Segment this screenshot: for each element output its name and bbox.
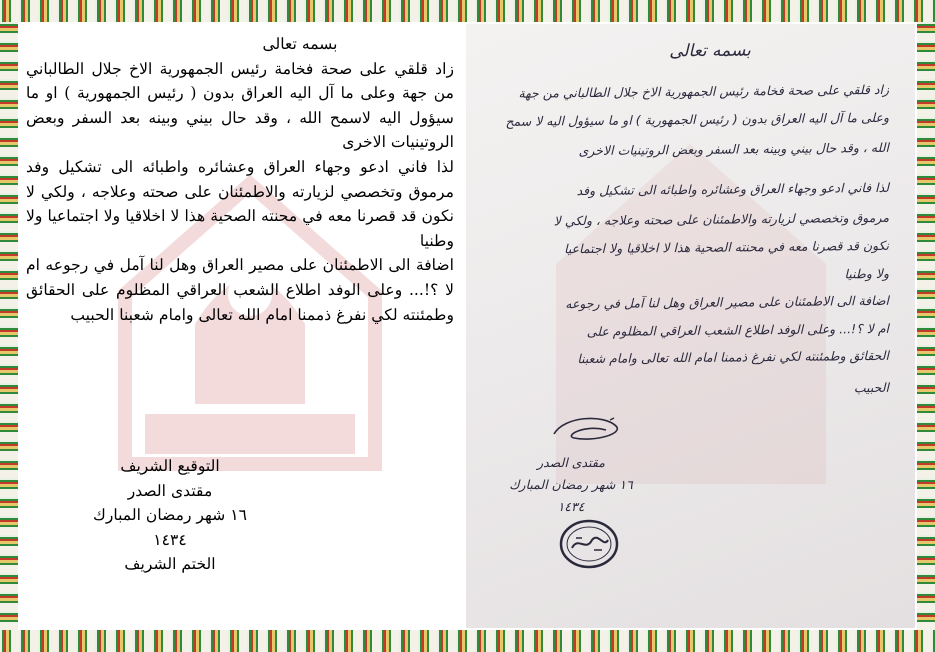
transcript-paragraph: زاد قلقي على صحة فخامة رئيس الجمهورية الاخ جلال الطالباني من جهة وعلى ما آل اليه العراق بدون ( رئيس الجمهورية ) او ما سيؤول اليه لاسمح الله ، وقد حال بيني وبينه بعد السفر وبعض الروتينيات الاخرى: [26, 59, 454, 152]
letter-line: وعلى ما آل اليه العراق بدون ( رئيس الجمهورية ) او ما سيؤول اليه لا سمح: [505, 109, 890, 129]
seal-label: الختم الشريف: [124, 555, 216, 574]
letter-line: الله ، وقد حال بيني وبينه بعد السفر وبعض الروتينيات الاخرى: [578, 139, 890, 159]
transcript-heading: بسمه تعالى: [262, 35, 338, 53]
transcript-signature: [80, 454, 260, 577]
transcript-panel: [20, 24, 460, 628]
signature-year: ١٤٣٤: [153, 530, 187, 549]
signature-date: ١٦ شهر رمضان المبارك: [92, 506, 248, 525]
decorative-border-left: [0, 22, 18, 630]
decorative-border-top: [0, 0, 935, 22]
letter-signature-name: مقتدى الصدر: [537, 455, 605, 470]
handwritten-letter: [466, 24, 915, 628]
letter-line: لذا فاني ادعو وجهاء العراق وعشائره واطبائه الى تشكيل وفد: [576, 179, 890, 199]
letter-line: نكون قد قصرنا معه في محنته الصحية هذا لا اخلاقيا ولا اجتماعيا: [563, 237, 890, 257]
handwritten-signature-icon: [544, 412, 634, 452]
transcript-text: [26, 32, 454, 327]
letter-heading: بسمه تعالى: [669, 40, 751, 62]
letter-line: اضافة الى الاطمئنان على مصير العراق وهل لنا آمل في رجوعه: [565, 292, 890, 312]
signature-label: التوقيع الشريف: [120, 457, 220, 475]
letter-line: الحقائق وطمئنته لكي نفرغ ذممنا امام الله تعالى وامام شعبنا: [577, 347, 890, 367]
letter-signature-year: ١٤٣٤: [557, 499, 585, 514]
signature-name: مقتدى الصدر: [127, 481, 213, 500]
letter-line: ولا وطنيا: [844, 265, 890, 282]
decorative-border-bottom: [0, 630, 935, 652]
seal-stamp-icon: [558, 518, 620, 570]
letter-line: الحبيب: [853, 379, 890, 396]
letter-line: ام لا ؟!... وعلى الوفد اطلاع الشعب العراقي المظلوم على: [586, 320, 890, 340]
transcript-paragraph: لذا فاني ادعو وجهاء العراق وعشائره واطبائه الى تشكيل وفد مرموق وتخصصي لزيارته والاطمئنان على صحته وعلاجه ، ولكي لا نكون قد قصرنا معه في محنته الصحية هذا لا اخلاقيا ولا اجتماعيا ولا وطنيا: [26, 157, 454, 250]
letter-line: زاد قلقي على صحة فخامة رئيس الجمهورية الاخ جلال الطالباني من جهة: [518, 81, 890, 101]
letter-signature: [506, 452, 636, 518]
letter-signature-date: ١٦ شهر رمضان المبارك: [509, 477, 633, 492]
transcript-paragraph: اضافة الى الاطمئنان على مصير العراق وهل لنا آمل في رجوعه ام لا ؟!... وعلى الوفد اطلاع الشعب العراقي المظلوم على الحقائق وطمئنته لكي نفرغ ذممنا امام الله تعالى وامام شعبنا الحبيب: [26, 256, 454, 324]
letter-line: مرموق وتخصصي لزيارته والاطمئنان على صحته وعلاجه ، ولكي لا: [553, 209, 890, 229]
decorative-border-right: [917, 22, 935, 630]
